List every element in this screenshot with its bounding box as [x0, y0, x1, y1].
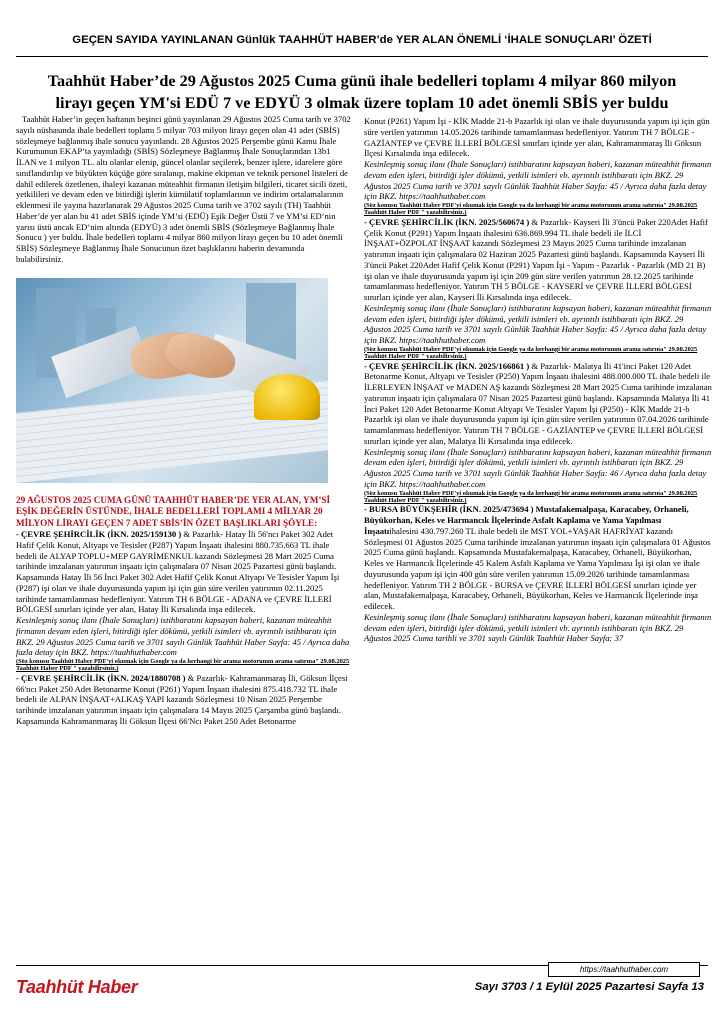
issue-info: Sayı 3703 / 1 Eylül 2025 Pazartesi Sayfa 13: [474, 981, 704, 993]
project-note: Kesinleşmiş sonuç ilanı (İhale Sonuçları) istihbaratını kapsayan haberi, kazanan müteahhit firmanın devam eden işleri, bitirdiği işler dökümü, yetkili isimleri vb. ayrıntılı istihbaratı için BKZ. 29 Ağustos 2025 Cuma tarihli ve 3701 sayılı Günlük Taahhüt Haber Sayfa: 37: [364, 611, 712, 644]
project-body: ihalesini 430.797.260 TL ihale bedeli ile MST YOL+YAŞAR HAFRİYAT kazandı Sözleşmesi 01 Ağustos 2025 Cuma tarihinde imzalanan yatırımın inşaatı için çalışmalara 01 Ağustos 2025 Cuma günü başlandı. Kapsamında Mustafakemalpaşa, Karacabey, Orhaneli, Büyükorhan, Keles ve Harmancık İlçelerinde 45 Kalem Asfalt Kaplama ve Yama Yapılması İşi işi olan ve ihale duyurusunda yapım işi için 400 gün süre verilen yatırımın 15.09.2026 tarihinde tamamlanması hedefleniyor. Yatırım TH 2 BÖLGE - BURSA ve ÇEVRE İLLERİ BÖLGESİ sınırları içinde yer alan, Mustafakemalpaşa, Karacabey, Orhaneli, Büyükorhan, Keles ve Harmancık İlçelerinde inşa edilecek.: [364, 525, 711, 612]
project-title: - ÇEVRE ŞEHİRCİLİK (İKN. 2025/159130 ): [16, 529, 182, 539]
project-body: & Pazarlık- Malatya İli 41'inci Paket 120 Adet Betonarme Konut, Altyapı ve Tesisler (P250) Yapım İnşaatı ihalesini 488.000.000 TL ihale bedeli ile İLERLEYEN İNŞAAT ve MADEN AŞ kazandı Sözleşmesi 28 Mart 2025 Cuma tarihinde imzalanan yatırımın inşaatı için çalışmalara 07 Nisan 2025 Pazartesi günü başlandı. Kapsamında Malatya İli 41 İnci Paket 120 Adet Betonarme Konut Altyapı Ve Tesisler Yapım İşi (P250) - KİK Madde 21-b Pazarlık işi olan ve ihale duyurusunda yapım işi için gün süre verilen yatırımın 07.04.2026 tarihinde tamamlanması hedefleniyor. Yatırım TH 7 BÖLGE - GAZİANTEP ve ÇEVRE İLLERİ BÖLGESİ sınırları içinde yer alan, Malatya İli Kırsalında inşa edilecek.: [364, 360, 712, 446]
project-item: [16, 673, 352, 727]
project-note: Kesinleşmiş sonuç ilanı (İhale Sonuçları) istihbaratını kapsayan haberi, kazanan müteahhit firmanın devam eden işleri, bitirdiği işler dökümü, yetkili isimleri vb. ayrıntılı istihbaratı için BKZ. 29 Ağustos 2025 Cuma tarih ve 3701 sayılı Günlük Taahhüt Haber Sayfa: 45 / Ayrıca daha fazla detay için BKZ. https://taahhuthaber.com: [364, 302, 712, 346]
project-body: & Pazarlık- Kahramanmaraş İli, Göksun İlçesi 66'ncı Paket 250 Adet Betonarme Konut (P261) Yapım İnşaatı ihalesini 875.418.732 TL ihale bedeli ile ALPAN İNŞAAT+ALKAŞ YAPI kazandı Sözleşmesi 10 Nisan 2025 Perşembe tarihinde imzalanan yatırımın inşaatı için çalışmalara 14 Mayıs 2025 Çarşamba günü başlandı. Kapsamında Kahramanmaraş İli Göksun İlçesi 66'Ncı Paket 250 Adet Betonarme: [16, 672, 348, 726]
project-note: Kesinleşmiş sonuç ilanı (İhale Sonuçları) istihbaratını kapsayan haberi, kazanan müteahhit firmanın devam eden işleri, bitirdiği işler dökümü, yetkili isimleri vb. ayrıntılı istihbaratı için BKZ. 29 Ağustos 2025 Cuma tarih ve 3701 sayılı Günlük Taahhüt Haber Sayfa: 46 / Ayrıca daha fazla detay için BKZ. https://taahhuthaber.com: [364, 446, 712, 489]
right-column: [364, 116, 712, 644]
project-body: & Pazarlık- Kayseri İli 3'üncü Paket 220Adet Hafif Çelik Konut (P291) Yapım İnşaatı ihalesini 636.869.994 TL ihale bedeli ile İLCİ İNŞAAT+ÖZPOLAT İNŞAAT kazandı Sözleşmesi 23 Mayıs 2025 Cuma tarihinde imzalanan yatırımın inşaatı için çalışmalara 02 Haziran 2025 Pazartesi günü başlandı. Kapsamında Kayseri İli 3'üncü Paket 220Adet Hafif Çelik Konut (P291) Yapım İşi - Yapım - Pazarlık - Pazarlık (MD 21 B) işi olan ve ihale duyurusunda yapım işi için 209 gün süre verilen yatırımın 28.12.2025 tarihinde tamamlanması hedefleniyor. Yatırım TH 5 BÖLGE - KAYSERİ ve ÇEVRE İLLERİ BÖLGESİ sınırları içinde yer alan, Kayseri İli Kırsalında inşa edilecek.: [364, 216, 708, 303]
summary-heading: 29 AĞUSTOS 2025 CUMA GÜNÜ TAAHHÜT HABER’DE YER ALAN, YM’Sİ EŞİK DEĞERİN ÜSTÜNDE, İHALE BEDELLERİ TOPLAMI 4 MİLYAR 20 MİLYON LİRAYI GEÇEN 7 ADET SBİS’İN ÖZET BAŞLIKLARI ŞÖYLE:: [16, 494, 331, 528]
website-link[interactable]: https://taahhuthaber.com: [548, 962, 700, 977]
project-item-continued: [364, 116, 712, 159]
intro-paragraph: Taahhüt Haber’in geçen haftanın beşinci günü yayınlanan 29 Ağustos 2025 Cuma tarih ve 3702 sayılı nüshasında ihale bedelleri toplamı 5 milyar 703 milyon lirayı geçen olan 41 adet (SBİS) sözleşmeye bağlanmış ihale sonucu yayınlandı. 28 Ağustos 2025 Perşembe günü Kamu İhale Kurumunun EKAP’ta yayınladığı (SBİS) Sözleşmeye Bağlanmış İhale Sonuçlarından 13b1 İLAN ve 1 milyon TL. altı olanlar elenip, güncel olanlar seçilerek, benzer işlere, idarelere göre sınıflandırılıp ve büyükten küçüğe göre sıralanıp, makine ekipman ve teknik personel listeleri de dahil edilerek özetlenen, ihaleyi kazanan müteahhit firmanın iletişim bilgileri, ticaret sicili özeti, yetkilileri ve devam eden ve bitirdiği işlerin kümülatif toplamlarının ve indirim ortalamalarının eklenmesi ile yayına hazırlanarak 29 Ağustos 2025 Cuma tarih ve 3702 sayılı (TH) Taahhüt Haber’de yer alan bu 41 adet SBİS içinde YM’si (EDÜ) Eşik Değer Üstü 7 ve YM’si ED’nin yarısı üstü ancak ED’nim altında (EDYÜ) 3 adet önemli SBİS (Sözleşmeye Bağlanmış İhale Sonucu ) yer buldu. İhale bedelleri toplamı 4 milyar 860 milyon lirayı geçen bu 10 adet önemli SBİS) Sözleşmeye Bağlanmış İhale Sonucunun özet başlıklarını haberin devamında bulabilirsiniz.: [16, 114, 351, 264]
headline-line-1: Taahhüt Haber’de 29 Ağustos 2025 Cuma günü ihale bedelleri toplamı 4 milyar 860 milyon: [47, 72, 677, 90]
project-reference: (Söz konusu Taahhüt Haber PDF'yi okumak için Google ya da herhangi bir arama motorunun arama satırına" 29.08.2025 Taahhüt Haber PDF " yazabilirsiniz.): [364, 202, 698, 217]
left-column: [16, 114, 352, 727]
project-reference: (Söz konusu Taahhüt Haber PDF'yi okumak için Google ya da herhangi bir arama motorunun arama satırına" 29.08.2025 Taahhüt Haber PDF " yazabilirsiniz.): [364, 489, 698, 505]
project-title: - ÇEVRE ŞEHİRCİLİK (İKN. 2025/166861 ): [364, 360, 530, 371]
project-title: - ÇEVRE ŞEHİRCİLİK (İKN. 2024/1880708 ): [16, 672, 186, 683]
project-title: - ÇEVRE ŞEHİRCİLİK (İKN. 2025/560674 ): [364, 216, 530, 227]
handshake-photo: [16, 278, 328, 483]
project-body: & Pazarlık- Hatay İli 56'ncı Paket 302 Adet Hafif Çelik Konut, Altyapı ve Tesisler (P287) Yapım İnşaatı ihalesini 880.735.663 TL ihale bedeli ile ALYAP TOPLU+MEP GAYRİMENKUL kazandı Sözleşmesi 28 Mart 2025 Cuma tarihinde imzalanan yatırımın inşaatı için çalışmalara 07 Nisan 2025 Pazartesi günü başlandı. Kapsamında Hatay İli 56 İnci Paket 302 Adet Hafif Çelik Konut Altyapı Ve Tesisler Yapım İşi (P287) işi olan ve ihale duyurusunda yapım işi için gün süre verilen yatırımın 02.11.2025 tarihinde tamamlanması hedefleniyor. Yatırım TH 6 BÖLGE - ADANA ve ÇEVRE İLLERİ BÖLGESİ sınırları içinde yer alan, Hatay İli Kırsalında inşa edilecek.: [16, 529, 340, 615]
project-item: [16, 529, 352, 615]
project-title: - BURSA BÜYÜKŞEHİR (İKN. 2025/473694 ) Mustafakemalpaşa, Karacabey, Orhaneli, Büyükorhan, Keles ve Harmancık İlçelerinde Asfalt Kaplama ve Yama Yapılması İnşaatı: [364, 504, 689, 536]
brand-logo: Taahhüt Haber: [16, 977, 138, 997]
hard-hat-icon: [254, 374, 320, 420]
headline-line-2: lirayı geçen YM'si EDÜ 7 ve EDYÜ 3 olmak üzere toplam 10 adet önemli SBİS yer buldu: [55, 94, 669, 112]
project-reference: (Söz konusu Taahhüt Haber PDF'yi okumak için Google ya da herhangi bir arama motorunun arama satırına" 29.08.2025 Taahhüt Haber PDF " yazabilirsiniz.): [16, 658, 350, 673]
project-reference: (Söz konusu Taahhüt Haber PDF'yi okumak için Google ya da herhangi bir arama motorunun arama satırına" 29.08.2025 Taahhüt Haber PDF " yazabilirsiniz.): [364, 345, 698, 361]
page-header: GEÇEN SAYIDA YAYINLANAN Günlük TAAHHÜT HABER’de YER ALAN ÖNEMLİ ‘İHALE SONUÇLARI’ ÖZETİ: [72, 34, 652, 46]
project-item: [364, 217, 712, 303]
project-item: [364, 504, 712, 612]
project-body: Konut (P261) Yapım İşi - KİK Madde 21-b Pazarlık işi olan ve ihale duyurusunda yapım işi için gün süre verilen yatırımın 14.05.2026 tarihinde tamamlanması hedefleniyor. Yatırım TH 7 BÖLGE - GAZİANTEP ve ÇEVRE İLLERİ BÖLGESİ sınırları içinde yer alan, Kahramanmaraş İli Göksun İlçesi Kırsalında inşa edilecek.: [364, 116, 710, 159]
header-divider: [16, 56, 708, 57]
project-note: Kesinleşmiş sonuç ilanı (İhale Sonuçları) istihbaratını kapsayan haberi, kazanan müteahhit firmanın devam eden işleri, bitirdiği işler dökümü, yetkili isimleri vb. ayrıntılı istihbaratı için BKZ. 29 Ağustos 2025 Cuma tarih ve 3701 sayılı Günlük Taahhüt Haber Sayfa: 45 / Ayrıca daha fazla detay için BKZ. https://taahhuthaber.com: [16, 615, 350, 658]
headline: [16, 70, 708, 114]
project-item: [364, 361, 712, 447]
project-note: Kesinleşmiş sonuç ilanı (İhale Sonuçları) istihbaratını kapsayan haberi, kazanan müteahhit firmanın devam eden işleri, bitirdiği işler dökümü, yetkili isimleri vb. ayrıntılı istihbaratı için BKZ. 29 Ağustos 2025 Cuma tarih ve 3701 sayılı Günlük Taahhüt Haber Sayfa: 45 / Ayrıca daha fazla detay için BKZ. https://taahhuthaber.com: [364, 159, 712, 202]
